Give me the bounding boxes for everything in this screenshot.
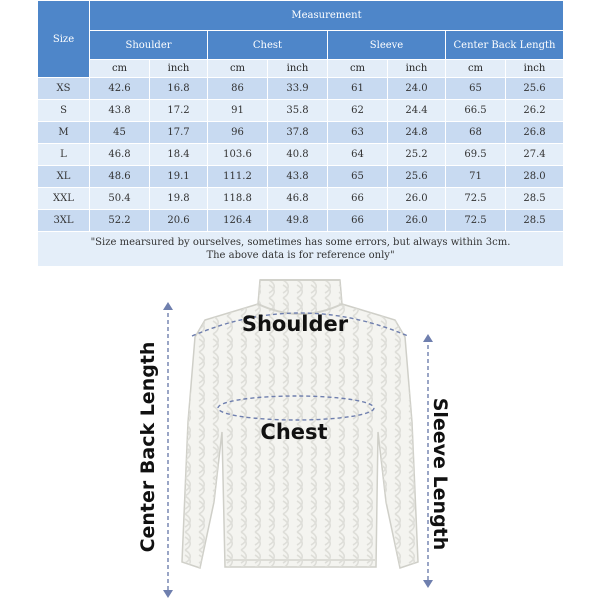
measurement-cell: 33.9 [268,78,328,100]
measurement-cell: 50.4 [90,188,150,210]
measurement-cell: 46.8 [268,188,328,210]
unit-header: cm [328,60,388,78]
table-row [38,166,564,188]
table-row [38,78,564,100]
measurement-cell: 28.5 [506,210,564,232]
measurement-cell: 65 [446,78,506,100]
measurement-cell: 72.5 [446,188,506,210]
measurement-cell: 111.2 [208,166,268,188]
measurement-cell: 49.8 [268,210,328,232]
measurement-cell: 26.2 [506,100,564,122]
measurement-cell: 40.8 [268,144,328,166]
measurement-cell: 66 [328,210,388,232]
note-line: The above data is for reference only" [206,250,395,261]
measurement-cell: 63 [328,122,388,144]
table-row [38,100,564,122]
shoulder-label: Shoulder [241,312,349,336]
table-row [38,210,564,232]
measurement-cell: 20.6 [150,210,208,232]
measurement-cell: 25.2 [388,144,446,166]
measurement-cell: 118.8 [208,188,268,210]
sweater-diagram [0,262,600,600]
measurement-cell: 48.6 [90,166,150,188]
table-row [38,188,564,210]
note-line: "Size mearsured by ourselves, sometimes has some errors, but always within 3cm. [90,237,511,248]
unit-header: inch [268,60,328,78]
measurement-cell: 25.6 [506,78,564,100]
unit-header: inch [150,60,208,78]
unit-header: inch [506,60,564,78]
measurement-cell: 28.0 [506,166,564,188]
measurement-cell: 24.8 [388,122,446,144]
measurement-cell: 24.4 [388,100,446,122]
measurement-cell: 27.4 [506,144,564,166]
size-cell: XS [38,78,90,100]
measurement-cell: 17.7 [150,122,208,144]
table-row [38,122,564,144]
measurement-cell: 103.6 [208,144,268,166]
measurement-cell: 26.8 [506,122,564,144]
group-header-chest: Chest [208,31,328,60]
size-cell: S [38,100,90,122]
measurement-cell: 26.0 [388,188,446,210]
arrow-down-icon [423,580,433,588]
unit-header: cm [446,60,506,78]
measurement-cell: 65 [328,166,388,188]
measurement-cell: 91 [208,100,268,122]
measurement-cell: 71 [446,166,506,188]
measurement-header: Measurement [90,1,564,31]
measurement-cell: 25.6 [388,166,446,188]
arrow-down-icon [163,590,173,598]
measurement-cell: 43.8 [268,166,328,188]
size-cell: L [38,144,90,166]
unit-header: cm [90,60,150,78]
measurement-cell: 68 [446,122,506,144]
measurement-cell: 28.5 [506,188,564,210]
measurement-cell: 69.5 [446,144,506,166]
measurement-cell: 66.5 [446,100,506,122]
size-chart [37,0,563,262]
unit-header: cm [208,60,268,78]
measurement-cell: 42.6 [90,78,150,100]
measurement-cell: 61 [328,78,388,100]
size-cell: M [38,122,90,144]
sleeve-length-label: Sleeve Length [429,397,451,551]
center-back-length-label: Center Back Length [137,341,159,553]
measurement-cell: 24.0 [388,78,446,100]
group-header-center-back-length: Center Back Length [446,31,564,60]
group-header-shoulder: Shoulder [90,31,208,60]
measurement-cell: 66 [328,188,388,210]
measurement-cell: 86 [208,78,268,100]
arrow-up-icon [163,302,173,310]
measurement-cell: 17.2 [150,100,208,122]
measurement-cell: 64 [328,144,388,166]
measurement-cell: 62 [328,100,388,122]
measurement-cell: 16.8 [150,78,208,100]
table-row [38,144,564,166]
measurement-cell: 18.4 [150,144,208,166]
measurement-cell: 19.8 [150,188,208,210]
group-header-sleeve: Sleeve [328,31,446,60]
chest-label: Chest [260,420,328,444]
size-cell: XL [38,166,90,188]
size-cell: XXL [38,188,90,210]
measurement-cell: 19.1 [150,166,208,188]
size-table [37,0,564,267]
measurement-cell: 126.4 [208,210,268,232]
measurement-cell: 35.8 [268,100,328,122]
measurement-cell: 72.5 [446,210,506,232]
measurement-cell: 37.8 [268,122,328,144]
measurement-cell: 52.2 [90,210,150,232]
arrow-up-icon [423,334,433,342]
measurement-cell: 96 [208,122,268,144]
measurement-cell: 46.8 [90,144,150,166]
measurement-cell: 26.0 [388,210,446,232]
measurement-cell: 45 [90,122,150,144]
size-header: Size [38,1,90,78]
unit-header: inch [388,60,446,78]
size-cell: 3XL [38,210,90,232]
measurement-cell: 43.8 [90,100,150,122]
